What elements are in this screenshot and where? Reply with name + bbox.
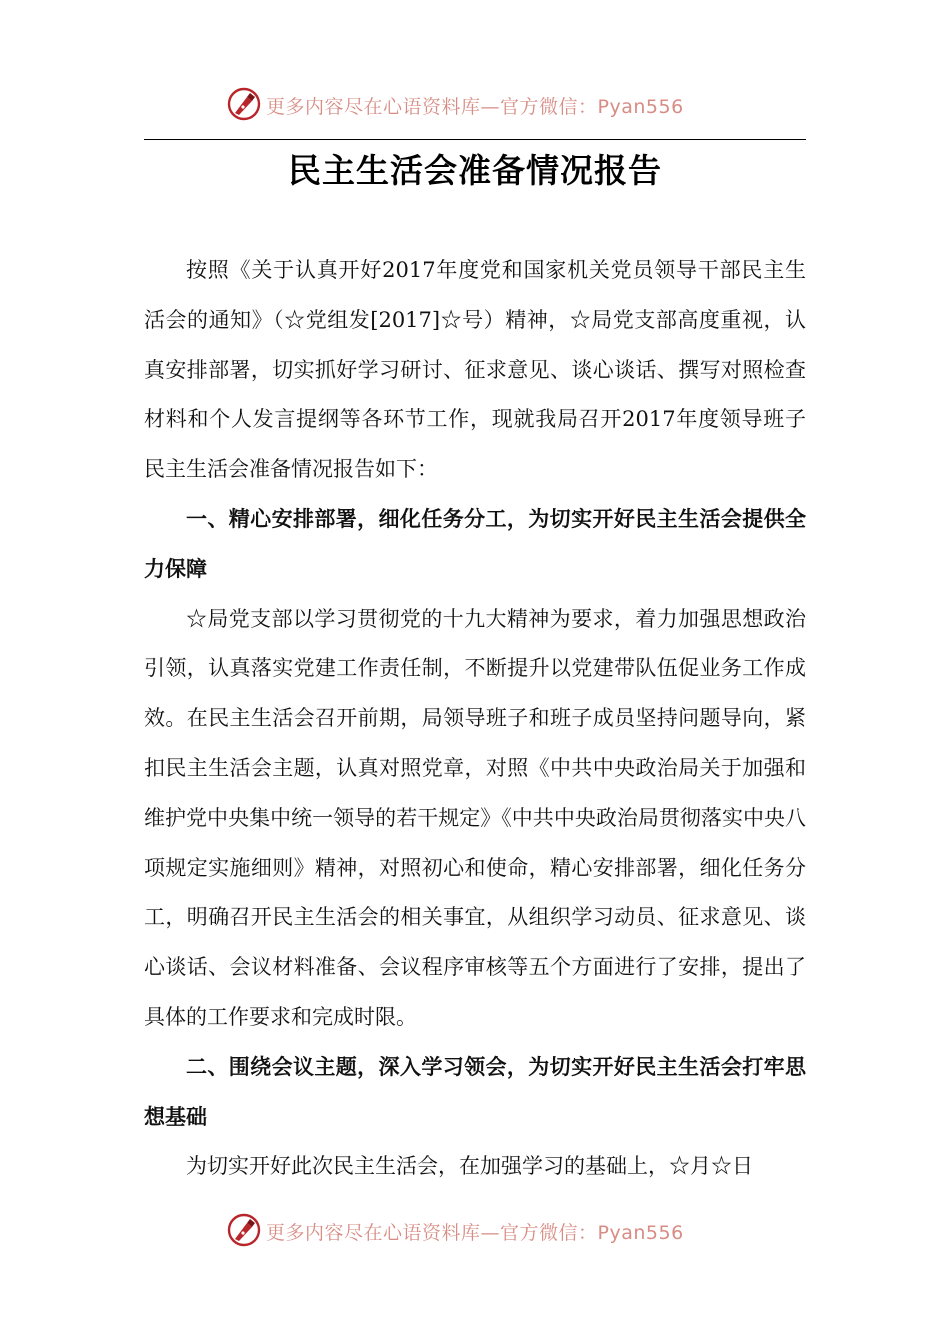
pen-nib-logo-icon [226,1212,262,1248]
wechat-id: Pyan556 [597,96,684,118]
pen-nib-logo-icon [226,86,262,122]
document-body [144,246,806,1192]
header-rule [144,139,806,140]
banner-text [266,92,684,119]
wechat-id: Pyan556 [597,1222,684,1244]
body-paragraph: 为切实开好此次民主生活会，在加强学习的基础上，☆月☆日 [186,1154,753,1179]
header-banner [0,86,950,122]
section-heading: 二、围绕会议主题，深入学习领会，为切实开好民主生活会打牢思想基础 [144,1054,806,1129]
banner-text [266,1218,684,1245]
section-heading: 一、精心安排部署，细化任务分工，为切实开好民主生活会提供全力保障 [144,506,806,581]
body-paragraph: ☆局党支部以学习贯彻党的十九大精神为要求，着力加强思想政治引领，认真落实党建工作责任制，不断提升以党建带队伍促业务工作成效。在民主生活会召开前期，局领导班子和班子成员坚持问题导向，紧扣民主生活会主题，认真对照党章，对照《中共中央政治局关于加强和维护党中央集中统一领导的若干规定》《中共中央政治局贯彻落实中央八项规定实施细则》精神，对照初心和使命，精心安排部署，细化任务分工，明确召开民主生活会的相关事宜，从组织学习动员、征求意见、谈心谈话、会议材料准备、会议程序审核等五个方面进行了安排，提出了具体的工作要求和完成时限。 [144,606,806,1029]
document-title: 民主生活会准备情况报告 [288,151,662,190]
banner-slogan: 更多内容尽在心语资料库—官方微信： [266,1222,598,1244]
banner-slogan: 更多内容尽在心语资料库—官方微信： [266,96,598,118]
body-paragraph: 按照《关于认真开好2017年度党和国家机关党员领导干部民主生活会的通知》（☆党组发[2017]☆号）精神，☆局党支部高度重视，认真安排部署，切实抓好学习研讨、征求意见、谈心谈话、撰写对照检查材料和个人发言提纲等各环节工作，现就我局召开2017年度领导班子民主生活会准备情况报告如下： [144,258,806,482]
footer-banner [0,1212,950,1248]
